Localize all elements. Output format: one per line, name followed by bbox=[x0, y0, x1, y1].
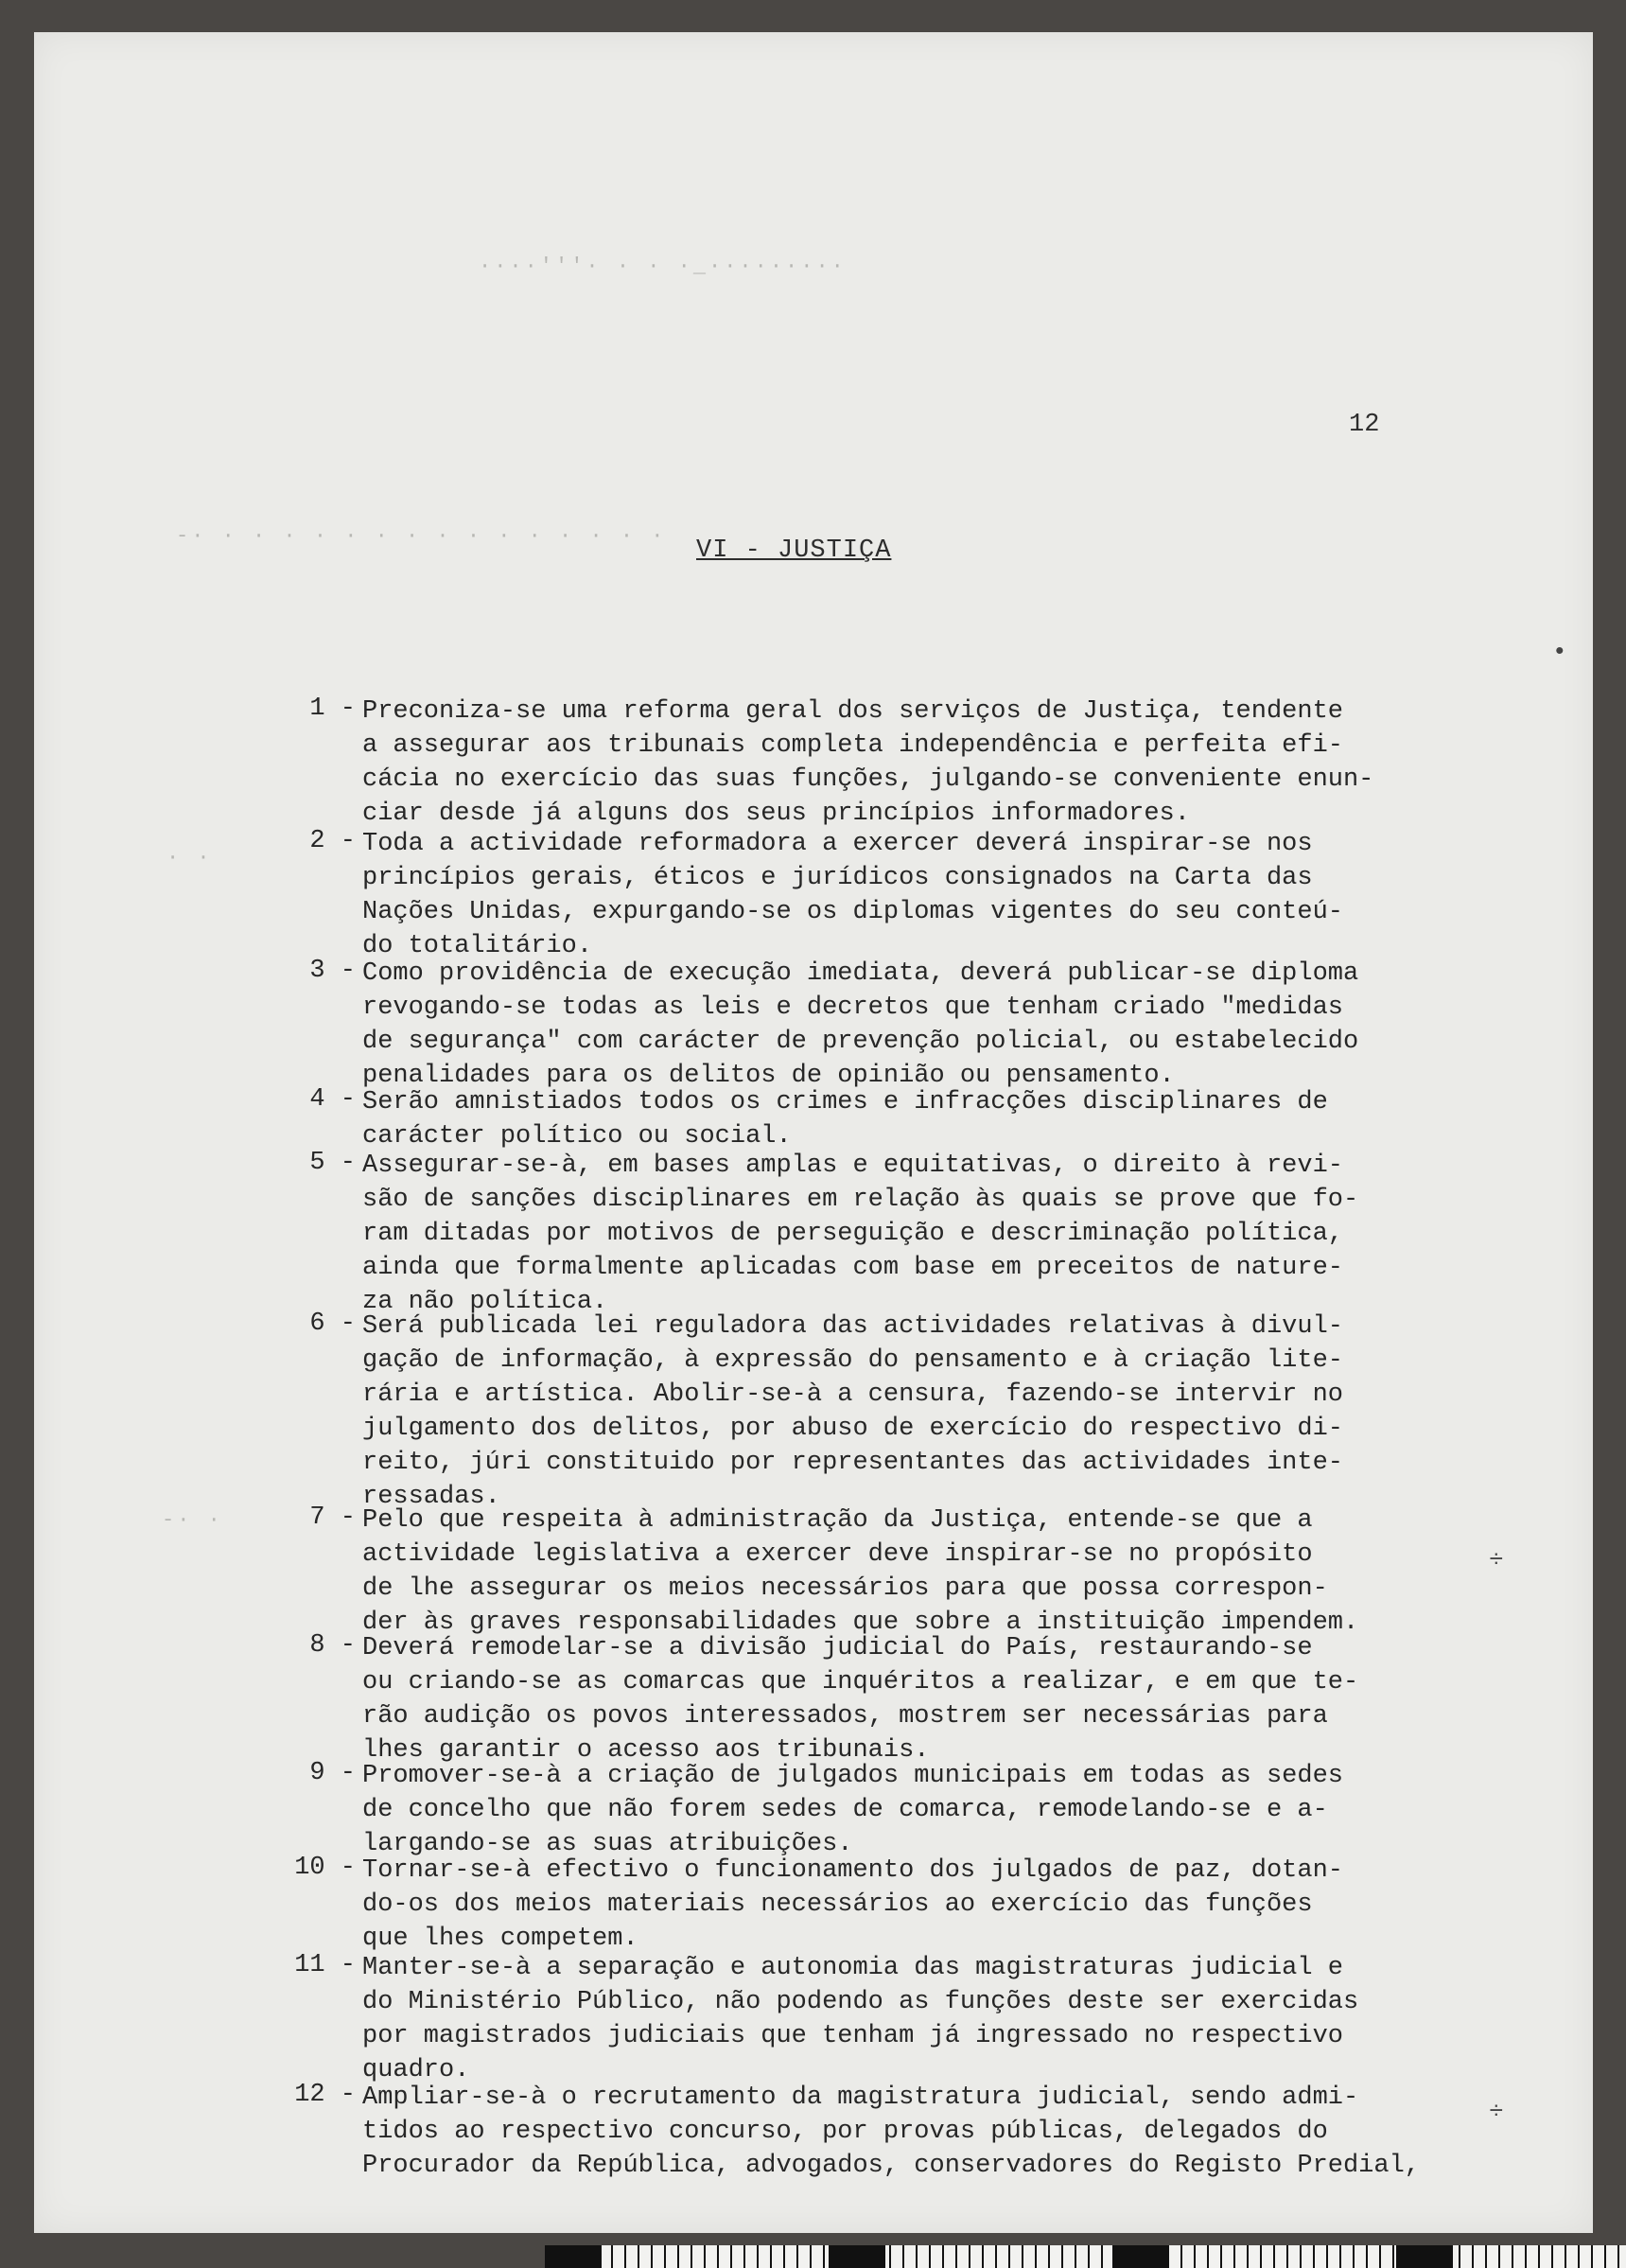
item-text-line: revogando-se todas as leis e decretos que tenham criado "medidas bbox=[362, 993, 1343, 1022]
item-text-line: ressadas. bbox=[362, 1483, 500, 1511]
item-text-line: Manter-se-à a separação e autonomia das magistraturas judicial e bbox=[362, 1954, 1343, 1982]
item-text-line: do-os dos meios materiais necessários ao exercício das funções bbox=[362, 1890, 1313, 1919]
section-title: VI - JUSTIÇA bbox=[696, 536, 892, 565]
item-text-line: penalidades para os delitos de opinião ou pensamento. bbox=[362, 1062, 1175, 1090]
item-text-line: carácter político ou social. bbox=[362, 1122, 792, 1151]
item-text-line: do Ministério Público, não podendo as funções deste ser exercidas bbox=[362, 1988, 1359, 2016]
item-text-line: do totalitário. bbox=[362, 932, 593, 960]
item-text-line: ou criando-se as comarcas que inquéritos a realizar, e em que te- bbox=[362, 1668, 1359, 1697]
item-text-line: Ampliar-se-à o recrutamento da magistratura judicial, sendo admi- bbox=[362, 2083, 1359, 2112]
item-text-line: ram ditadas por motivos de perseguição e descriminação política, bbox=[362, 1220, 1343, 1248]
item-text-line: cácia no exercício das suas funções, julgando-se conveniente enun- bbox=[362, 765, 1374, 794]
item-text-line: actividade legislativa a exercer deve inspirar-se no propósito bbox=[362, 1540, 1313, 1569]
margin-mark: ÷ bbox=[1489, 2098, 1504, 2126]
item-text-line: quadro. bbox=[362, 2056, 470, 2084]
margin-mark: ÷ bbox=[1489, 1546, 1504, 1574]
document-page bbox=[34, 32, 1593, 2233]
item-number: 6 - bbox=[309, 1310, 356, 1338]
item-text-line: de concelho que não forem sedes de comarca, remodelando-se e a- bbox=[362, 1796, 1328, 1824]
item-text-line: Pelo que respeita à administração da Justiça, entende-se que a bbox=[362, 1506, 1313, 1535]
scale-ruler bbox=[545, 2245, 1626, 2268]
item-number: 1 - bbox=[309, 694, 356, 723]
item-text-line: rão audição os povos interessados, mostrem ser necessárias para bbox=[362, 1702, 1328, 1731]
item-text-line: que lhes competem. bbox=[362, 1925, 638, 1953]
item-text-line: Preconiza-se uma reforma geral dos serviços de Justiça, tendente bbox=[362, 697, 1343, 726]
item-number: 12 - bbox=[294, 2081, 356, 2109]
item-text-line: gação de informação, à expressão do pensamento e à criação lite- bbox=[362, 1346, 1343, 1375]
item-text-line: largando-se as suas atribuições. bbox=[362, 1830, 853, 1858]
item-text-line: por magistrados judiciais que tenham já ingressado no respectivo bbox=[362, 2022, 1343, 2050]
item-text-line: ainda que formalmente aplicadas com base em preceitos de nature- bbox=[362, 1254, 1343, 1282]
item-number: 7 - bbox=[309, 1503, 356, 1532]
page-number: 12 bbox=[1349, 411, 1380, 439]
bleed-through-marks: -· · · · · · · · · · · · · · · · bbox=[176, 524, 667, 548]
item-text-line: Procurador da República, advogados, conservadores do Registo Predial, bbox=[362, 2152, 1420, 2180]
item-text-line: Serão amnistiados todos os crimes e infracções disciplinares de bbox=[362, 1088, 1328, 1116]
bleed-through-marks: ····'''· · · ·_········· bbox=[479, 255, 847, 278]
item-number: 2 - bbox=[309, 827, 356, 855]
item-text-line: Assegurar-se-à, em bases amplas e equitativas, o direito à revi- bbox=[362, 1152, 1343, 1180]
item-number: 10 - bbox=[294, 1854, 356, 1882]
bleed-through-marks: · · bbox=[166, 846, 213, 870]
item-text-line: Deverá remodelar-se a divisão judicial do País, restaurando-se bbox=[362, 1634, 1313, 1662]
item-text-line: Toda a actividade reformadora a exercer deverá inspirar-se nos bbox=[362, 830, 1313, 858]
item-text-line: julgamento dos delitos, por abuso de exercício do respectivo di- bbox=[362, 1415, 1343, 1443]
item-text-line: de lhe assegurar os meios necessários para que possa correspon- bbox=[362, 1574, 1328, 1603]
item-text-line: Nações Unidas, expurgando-se os diplomas vigentes do seu conteú- bbox=[362, 898, 1343, 926]
item-text-line: Como providência de execução imediata, deverá publicar-se diploma bbox=[362, 959, 1359, 988]
item-number: 8 - bbox=[309, 1631, 356, 1660]
item-text-line: de segurança" com carácter de prevenção policial, ou estabelecido bbox=[362, 1028, 1359, 1056]
bleed-through-marks: -· · bbox=[162, 1508, 223, 1532]
item-text-line: lhes garantir o acesso aos tribunais. bbox=[362, 1736, 930, 1765]
item-text-line: Será publicada lei reguladora das actividades relativas à divul- bbox=[362, 1312, 1343, 1341]
item-text-line: Tornar-se-à efectivo o funcionamento dos julgados de paz, dotan- bbox=[362, 1856, 1343, 1885]
item-text-line: ciar desde já alguns dos seus princípios informadores. bbox=[362, 800, 1190, 828]
item-number: 3 - bbox=[309, 957, 356, 985]
item-text-line: Promover-se-à a criação de julgados municipais em todas as sedes bbox=[362, 1762, 1343, 1790]
item-number: 11 - bbox=[294, 1951, 356, 1979]
item-text-line: são de sanções disciplinares em relação às quais se prove que fo- bbox=[362, 1186, 1359, 1214]
margin-dot: • bbox=[1552, 638, 1567, 666]
item-number: 5 - bbox=[309, 1149, 356, 1177]
item-text-line: der às graves responsabilidades que sobre a instituição impendem. bbox=[362, 1609, 1359, 1637]
item-text-line: za não política. bbox=[362, 1288, 608, 1316]
item-text-line: reito, júri constituido por representantes das actividades inte- bbox=[362, 1449, 1343, 1477]
item-number: 4 - bbox=[309, 1085, 356, 1114]
item-number: 9 - bbox=[309, 1759, 356, 1787]
item-text-line: tidos ao respectivo concurso, por provas públicas, delegados do bbox=[362, 2118, 1328, 2146]
item-text-line: princípios gerais, éticos e jurídicos consignados na Carta das bbox=[362, 864, 1313, 892]
item-text-line: a assegurar aos tribunais completa independência e perfeita efi- bbox=[362, 731, 1343, 760]
item-text-line: rária e artística. Abolir-se-à a censura, fazendo-se intervir no bbox=[362, 1380, 1343, 1409]
